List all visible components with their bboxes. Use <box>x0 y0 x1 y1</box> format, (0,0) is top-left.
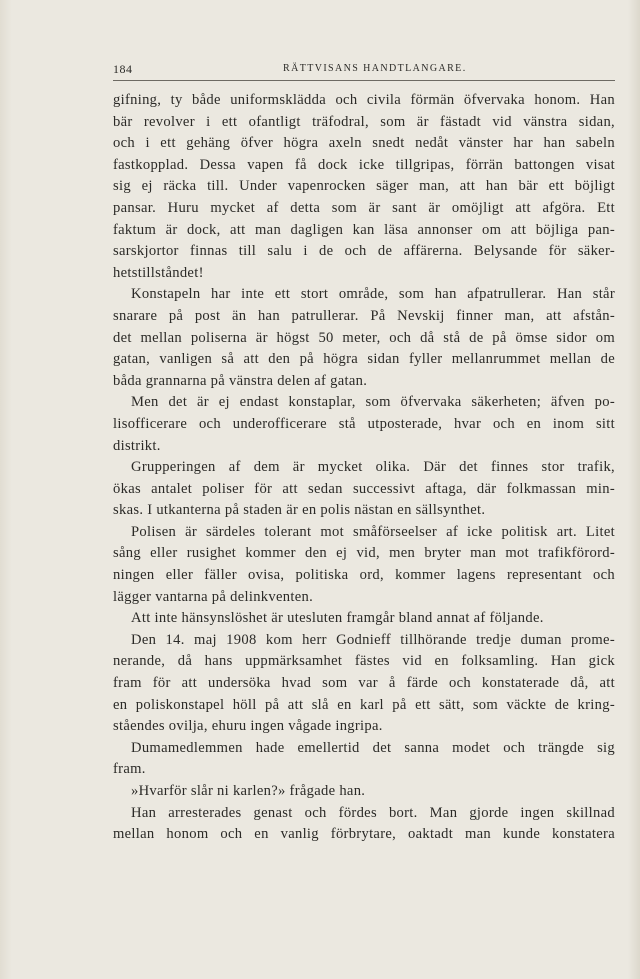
text-line: Dumamedlemmen hade emellertid det sanna modet och trängde sig <box>131 739 615 756</box>
text-line: distrikt. <box>113 437 161 454</box>
text-line: lägger vantarna på delinkventen. <box>113 588 314 605</box>
text-line: mellan honom och en vanlig förbrytare, oaktadt man kunde konstatera <box>113 826 615 843</box>
text-line: gatan, vanligen så att den på högra sidan fyller mellanrummet mellan de <box>113 351 615 368</box>
text-line: Men det är ej endast konstaplar, som öfvervaka säkerheten; äfven po- <box>131 394 615 411</box>
text-line: faktum är dock, att man dagligen kan läsa annonser om att böjliga pan- <box>113 221 615 238</box>
text-line: snarare på post än han patrullerar. På Nevskij finner man, att afstån- <box>113 307 615 324</box>
text-line: hetstillståndet! <box>113 264 204 281</box>
text-line: Konstapeln har inte ett stort område, som han afpatrullerar. Han står <box>131 286 615 303</box>
text-line: Att inte hänsynslöshet är utesluten framgår bland annat af följande. <box>131 610 544 627</box>
body-text <box>113 90 615 846</box>
text-line: Grupperingen af dem är mycket olika. Där det finnes stor trafik, <box>131 459 615 476</box>
text-line: ningen eller fäller ovisa, politiska ord, kommer lagens representant och <box>113 567 615 584</box>
text-line: sång eller rusighet kommer den ej vid, men bryter man mot trafikförord- <box>113 545 615 562</box>
text-line: lisofficerare och underofficerare stå utposterade, hvar och en inom sitt <box>113 415 615 432</box>
text-line: det mellan poliserna är högst 50 meter, och då stå de på ömse sidor om <box>113 329 615 346</box>
text-line: ökas antalet poliser för att sedan successivt aftaga, där folkmassan min- <box>113 480 615 497</box>
text-line: nerande, då hans uppmärksamhet fästes vid en folksamling. Han gick <box>113 653 615 670</box>
text-line: gifning, ty både uniformsklädda och civila förmän öfvervaka honom. Han <box>113 92 615 108</box>
page-header <box>113 62 615 80</box>
text-line: pansar. Huru mycket af detta som är sant är omöjligt att afgöra. Ett <box>113 199 615 216</box>
text-line: och i ett gehäng öfver högra axeln snedt nedåt vänster har han sabeln <box>113 135 615 152</box>
text-line: skas. I utkanterna på staden är en polis nästan en sällsynthet. <box>113 502 486 519</box>
text-line: fram för att undersöka hvad som var å färde och konstaterade då, att <box>113 675 615 692</box>
text-line: ståendes ovilja, ehuru ingen vågade ingripa. <box>113 718 383 735</box>
running-head: RÄTTVISANS HANDTLANGARE. <box>283 63 467 74</box>
text-line: fastkopplad. Dessa vapen få dock icke tillgripas, förrän battongen visat <box>113 156 615 173</box>
text-line: sarskjortor finnas till salu i de och de affärerna. Belysande för säker- <box>113 243 615 260</box>
text-line: Polisen är särdeles tolerant mot småförseelser af icke politisk art. Litet <box>131 523 615 540</box>
header-rule <box>113 80 615 81</box>
page-number: 184 <box>113 62 133 76</box>
text-line: Den 14. maj 1908 kom herr Godnieff tillhörande tredje duman prome- <box>131 631 615 648</box>
text-line: en poliskonstapel höll på att slå en karl på ett sätt, som väckte de kring- <box>113 696 615 713</box>
text-line: fram. <box>113 761 146 778</box>
text-line: båda grannarna på vänstra delen af gatan. <box>113 372 368 389</box>
text-line: »Hvarför slår ni karlen?» frågade han. <box>131 783 366 799</box>
text-line: sig ej räcka till. Under vapenrocken säger man, att han bär ett böjligt <box>113 178 615 195</box>
text-line: bär revolver i ett ofantligt träfodral, som är fästadt vid vänstra sidan, <box>113 113 615 130</box>
text-line: Han arresterades genast och fördes bort. Man gjorde ingen skillnad <box>131 804 615 821</box>
